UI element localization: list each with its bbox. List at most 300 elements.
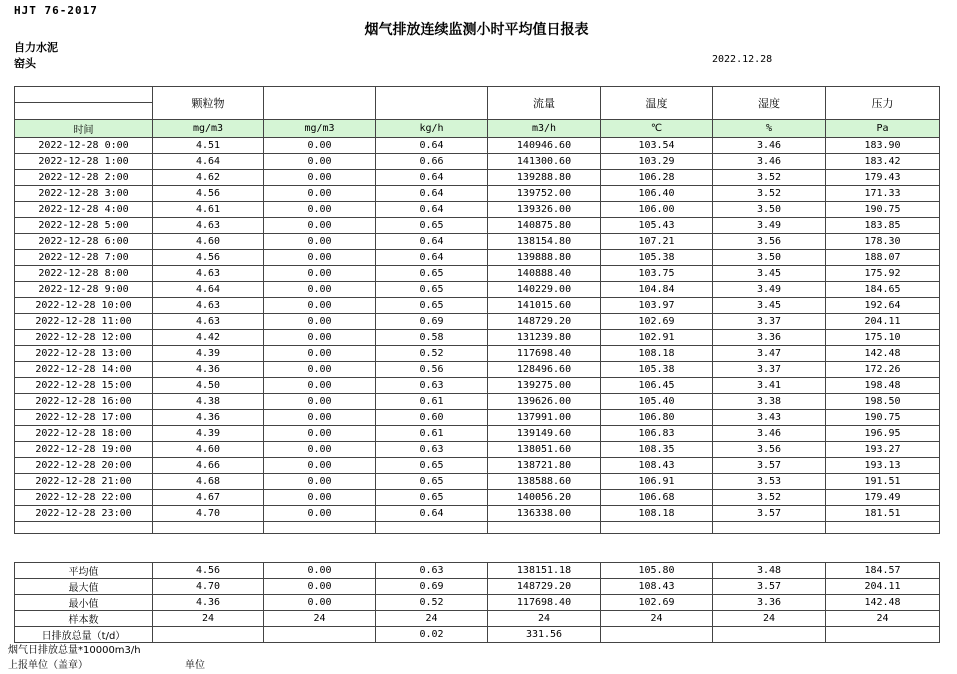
table-row bbox=[15, 138, 940, 154]
value-cell: 0.00 bbox=[264, 426, 376, 442]
value-cell: 4.68 bbox=[153, 474, 264, 490]
value-cell: 108.18 bbox=[601, 506, 713, 522]
time-cell: 2022-12-28 3:00 bbox=[15, 186, 153, 202]
value-cell: 0.64 bbox=[376, 234, 488, 250]
value-cell: 106.00 bbox=[601, 202, 713, 218]
summary-row bbox=[15, 611, 940, 627]
value-cell: 139275.00 bbox=[488, 378, 601, 394]
value-cell: 0.60 bbox=[376, 410, 488, 426]
value-cell: 0.65 bbox=[376, 458, 488, 474]
value-cell: 3.52 bbox=[713, 170, 826, 186]
table-row bbox=[15, 330, 940, 346]
summary-value-cell: 184.57 bbox=[826, 563, 940, 579]
value-cell: 139288.80 bbox=[488, 170, 601, 186]
value-cell: 0.00 bbox=[264, 378, 376, 394]
value-cell: 141300.60 bbox=[488, 154, 601, 170]
value-cell: 4.38 bbox=[153, 394, 264, 410]
value-cell: 103.97 bbox=[601, 298, 713, 314]
value-cell: 0.00 bbox=[264, 346, 376, 362]
table-row bbox=[15, 378, 940, 394]
pollutant-header: 颗粒物 bbox=[153, 87, 264, 120]
summary-value-cell: 3.48 bbox=[713, 563, 826, 579]
value-cell: 3.46 bbox=[713, 138, 826, 154]
value-cell: 139888.80 bbox=[488, 250, 601, 266]
time-group-header bbox=[15, 87, 153, 120]
unit-cell: kg/h bbox=[376, 120, 488, 138]
value-cell: 138051.60 bbox=[488, 442, 601, 458]
value-cell: 0.00 bbox=[264, 154, 376, 170]
value-cell: 4.51 bbox=[153, 138, 264, 154]
value-cell: 139626.00 bbox=[488, 394, 601, 410]
summary-value-cell: 24 bbox=[601, 611, 713, 627]
summary-value-cell: 117698.40 bbox=[488, 595, 601, 611]
time-cell: 2022-12-28 23:00 bbox=[15, 506, 153, 522]
unit-row bbox=[15, 120, 940, 138]
value-cell: 183.85 bbox=[826, 218, 940, 234]
pressure-header: 压力 bbox=[826, 87, 940, 120]
unit-cell: % bbox=[713, 120, 826, 138]
table-row bbox=[15, 490, 940, 506]
value-cell: 0.64 bbox=[376, 138, 488, 154]
value-cell: 4.70 bbox=[153, 506, 264, 522]
value-cell: 3.57 bbox=[713, 458, 826, 474]
value-cell: 4.66 bbox=[153, 458, 264, 474]
summary-value-cell: 24 bbox=[264, 611, 376, 627]
value-cell: 192.64 bbox=[826, 298, 940, 314]
summary-value-cell bbox=[713, 627, 826, 643]
value-cell: 198.48 bbox=[826, 378, 940, 394]
value-cell: 0.00 bbox=[264, 458, 376, 474]
value-cell: 191.51 bbox=[826, 474, 940, 490]
time-cell: 2022-12-28 13:00 bbox=[15, 346, 153, 362]
value-cell: 4.63 bbox=[153, 218, 264, 234]
unit-cell: m3/h bbox=[488, 120, 601, 138]
empty-cell bbox=[15, 522, 153, 534]
value-cell: 136338.00 bbox=[488, 506, 601, 522]
summary-value-cell: 24 bbox=[713, 611, 826, 627]
value-cell: 139326.00 bbox=[488, 202, 601, 218]
table-row bbox=[15, 506, 940, 522]
value-cell: 183.42 bbox=[826, 154, 940, 170]
value-cell: 0.00 bbox=[264, 410, 376, 426]
value-cell: 4.61 bbox=[153, 202, 264, 218]
table-row bbox=[15, 314, 940, 330]
value-cell: 3.45 bbox=[713, 298, 826, 314]
value-cell: 179.43 bbox=[826, 170, 940, 186]
table-row bbox=[15, 170, 940, 186]
pollutant-header bbox=[376, 87, 488, 120]
value-cell: 3.49 bbox=[713, 218, 826, 234]
value-cell: 3.38 bbox=[713, 394, 826, 410]
value-cell: 181.51 bbox=[826, 506, 940, 522]
value-cell: 142.48 bbox=[826, 346, 940, 362]
value-cell: 3.49 bbox=[713, 282, 826, 298]
monitoring-point: 窑头 bbox=[14, 57, 36, 70]
table-row bbox=[15, 266, 940, 282]
value-cell: 105.43 bbox=[601, 218, 713, 234]
empty-row bbox=[15, 522, 940, 534]
time-cell: 2022-12-28 15:00 bbox=[15, 378, 153, 394]
value-cell: 3.47 bbox=[713, 346, 826, 362]
value-cell: 0.00 bbox=[264, 170, 376, 186]
value-cell: 3.50 bbox=[713, 202, 826, 218]
standard-code: HJT 76-2017 bbox=[14, 4, 98, 17]
summary-row bbox=[15, 579, 940, 595]
value-cell: 198.50 bbox=[826, 394, 940, 410]
summary-value-cell bbox=[826, 627, 940, 643]
time-cell: 2022-12-28 22:00 bbox=[15, 490, 153, 506]
value-cell: 139149.60 bbox=[488, 426, 601, 442]
value-cell: 141015.60 bbox=[488, 298, 601, 314]
summary-value-cell: 24 bbox=[826, 611, 940, 627]
value-cell: 0.61 bbox=[376, 394, 488, 410]
summary-value-cell: 24 bbox=[376, 611, 488, 627]
value-cell: 0.64 bbox=[376, 250, 488, 266]
summary-value-cell: 4.70 bbox=[153, 579, 264, 595]
value-cell: 106.80 bbox=[601, 410, 713, 426]
value-cell: 102.69 bbox=[601, 314, 713, 330]
value-cell: 193.27 bbox=[826, 442, 940, 458]
time-cell: 2022-12-28 18:00 bbox=[15, 426, 153, 442]
empty-cell bbox=[601, 522, 713, 534]
value-cell: 4.36 bbox=[153, 362, 264, 378]
value-cell: 0.64 bbox=[376, 506, 488, 522]
total-emission-note: 烟气日排放总量*10000m3/h bbox=[8, 645, 141, 656]
value-cell: 183.90 bbox=[826, 138, 940, 154]
summary-value-cell: 0.69 bbox=[376, 579, 488, 595]
value-cell: 3.37 bbox=[713, 362, 826, 378]
value-cell: 117698.40 bbox=[488, 346, 601, 362]
value-cell: 138721.80 bbox=[488, 458, 601, 474]
value-cell: 4.39 bbox=[153, 426, 264, 442]
humidity-header: 湿度 bbox=[713, 87, 826, 120]
value-cell: 4.60 bbox=[153, 234, 264, 250]
value-cell: 190.75 bbox=[826, 410, 940, 426]
value-cell: 103.75 bbox=[601, 266, 713, 282]
summary-value-cell: 142.48 bbox=[826, 595, 940, 611]
value-cell: 4.63 bbox=[153, 314, 264, 330]
value-cell: 103.54 bbox=[601, 138, 713, 154]
time-cell: 2022-12-28 9:00 bbox=[15, 282, 153, 298]
value-cell: 190.75 bbox=[826, 202, 940, 218]
value-cell: 3.53 bbox=[713, 474, 826, 490]
value-cell: 0.63 bbox=[376, 378, 488, 394]
time-cell: 2022-12-28 5:00 bbox=[15, 218, 153, 234]
table-row bbox=[15, 362, 940, 378]
value-cell: 128496.60 bbox=[488, 362, 601, 378]
table-row bbox=[15, 250, 940, 266]
value-cell: 4.50 bbox=[153, 378, 264, 394]
value-cell: 108.18 bbox=[601, 346, 713, 362]
summary-label-cell: 最大值 bbox=[15, 579, 153, 595]
summary-value-cell: 3.57 bbox=[713, 579, 826, 595]
value-cell: 4.63 bbox=[153, 298, 264, 314]
value-cell: 138588.60 bbox=[488, 474, 601, 490]
summary-value-cell: 105.80 bbox=[601, 563, 713, 579]
value-cell: 0.52 bbox=[376, 346, 488, 362]
empty-cell bbox=[713, 522, 826, 534]
summary-label-cell: 样本数 bbox=[15, 611, 153, 627]
value-cell: 4.67 bbox=[153, 490, 264, 506]
value-cell: 3.46 bbox=[713, 426, 826, 442]
table-row bbox=[15, 234, 940, 250]
value-cell: 0.00 bbox=[264, 250, 376, 266]
value-cell: 0.00 bbox=[264, 394, 376, 410]
value-cell: 3.41 bbox=[713, 378, 826, 394]
value-cell: 3.37 bbox=[713, 314, 826, 330]
value-cell: 188.07 bbox=[826, 250, 940, 266]
value-cell: 4.56 bbox=[153, 186, 264, 202]
value-cell: 4.60 bbox=[153, 442, 264, 458]
table-row bbox=[15, 442, 940, 458]
value-cell: 140946.60 bbox=[488, 138, 601, 154]
table-row bbox=[15, 394, 940, 410]
value-cell: 3.57 bbox=[713, 506, 826, 522]
summary-value-cell: 148729.20 bbox=[488, 579, 601, 595]
summary-value-cell bbox=[601, 627, 713, 643]
value-cell: 4.39 bbox=[153, 346, 264, 362]
value-cell: 0.65 bbox=[376, 218, 488, 234]
time-cell: 2022-12-28 12:00 bbox=[15, 330, 153, 346]
value-cell: 0.58 bbox=[376, 330, 488, 346]
value-cell: 140229.00 bbox=[488, 282, 601, 298]
value-cell: 107.21 bbox=[601, 234, 713, 250]
value-cell: 4.56 bbox=[153, 250, 264, 266]
value-cell: 4.62 bbox=[153, 170, 264, 186]
time-cell: 2022-12-28 8:00 bbox=[15, 266, 153, 282]
summary-value-cell: 4.36 bbox=[153, 595, 264, 611]
summary-value-cell: 0.00 bbox=[264, 595, 376, 611]
value-cell: 0.00 bbox=[264, 218, 376, 234]
value-cell: 106.28 bbox=[601, 170, 713, 186]
value-cell: 3.56 bbox=[713, 234, 826, 250]
value-cell: 4.64 bbox=[153, 154, 264, 170]
table-row bbox=[15, 458, 940, 474]
hourly-data-table bbox=[14, 86, 940, 534]
summary-label-cell: 最小值 bbox=[15, 595, 153, 611]
summary-table bbox=[14, 562, 940, 643]
summary-value-cell: 138151.18 bbox=[488, 563, 601, 579]
value-cell: 0.56 bbox=[376, 362, 488, 378]
value-cell: 3.52 bbox=[713, 186, 826, 202]
flow-header: 流量 bbox=[488, 87, 601, 120]
value-cell: 0.69 bbox=[376, 314, 488, 330]
value-cell: 3.45 bbox=[713, 266, 826, 282]
pollutant-header bbox=[264, 87, 376, 120]
summary-row bbox=[15, 627, 940, 643]
value-cell: 108.35 bbox=[601, 442, 713, 458]
table-row bbox=[15, 298, 940, 314]
value-cell: 0.66 bbox=[376, 154, 488, 170]
time-header-upper-cell bbox=[15, 87, 152, 103]
value-cell: 204.11 bbox=[826, 314, 940, 330]
value-cell: 0.00 bbox=[264, 202, 376, 218]
summary-row bbox=[15, 563, 940, 579]
summary-value-cell: 0.02 bbox=[376, 627, 488, 643]
value-cell: 0.00 bbox=[264, 314, 376, 330]
empty-cell bbox=[153, 522, 264, 534]
report-date: 2022.12.28 bbox=[712, 54, 773, 65]
value-cell: 196.95 bbox=[826, 426, 940, 442]
summary-value-cell bbox=[153, 627, 264, 643]
time-cell: 2022-12-28 4:00 bbox=[15, 202, 153, 218]
value-cell: 3.46 bbox=[713, 154, 826, 170]
value-cell: 105.38 bbox=[601, 250, 713, 266]
group-header-row bbox=[15, 87, 940, 120]
value-cell: 4.64 bbox=[153, 282, 264, 298]
value-cell: 106.40 bbox=[601, 186, 713, 202]
value-cell: 106.68 bbox=[601, 490, 713, 506]
value-cell: 171.33 bbox=[826, 186, 940, 202]
empty-cell bbox=[488, 522, 601, 534]
value-cell: 179.49 bbox=[826, 490, 940, 506]
page-title: 烟气排放连续监测小时平均值日报表 bbox=[364, 22, 589, 38]
summary-value-cell: 204.11 bbox=[826, 579, 940, 595]
summary-row bbox=[15, 595, 940, 611]
value-cell: 137991.00 bbox=[488, 410, 601, 426]
table-row bbox=[15, 202, 940, 218]
value-cell: 0.63 bbox=[376, 442, 488, 458]
summary-value-cell: 4.56 bbox=[153, 563, 264, 579]
value-cell: 106.91 bbox=[601, 474, 713, 490]
company-name: 自力水泥 bbox=[14, 41, 58, 54]
value-cell: 0.64 bbox=[376, 170, 488, 186]
unit-label: 单位 bbox=[185, 660, 205, 671]
summary-value-cell: 3.36 bbox=[713, 595, 826, 611]
summary-label-cell: 平均值 bbox=[15, 563, 153, 579]
temperature-header: 温度 bbox=[601, 87, 713, 120]
value-cell: 0.00 bbox=[264, 474, 376, 490]
value-cell: 0.00 bbox=[264, 138, 376, 154]
value-cell: 3.50 bbox=[713, 250, 826, 266]
value-cell: 140875.80 bbox=[488, 218, 601, 234]
value-cell: 0.00 bbox=[264, 266, 376, 282]
value-cell: 0.00 bbox=[264, 234, 376, 250]
table-row bbox=[15, 410, 940, 426]
hourly-data-tbody bbox=[15, 138, 940, 534]
summary-value-cell: 0.00 bbox=[264, 563, 376, 579]
summary-value-cell: 24 bbox=[153, 611, 264, 627]
value-cell: 0.65 bbox=[376, 474, 488, 490]
value-cell: 0.65 bbox=[376, 298, 488, 314]
value-cell: 140056.20 bbox=[488, 490, 601, 506]
summary-value-cell: 108.43 bbox=[601, 579, 713, 595]
value-cell: 104.84 bbox=[601, 282, 713, 298]
value-cell: 0.00 bbox=[264, 298, 376, 314]
value-cell: 3.56 bbox=[713, 442, 826, 458]
table-row bbox=[15, 186, 940, 202]
summary-value-cell bbox=[264, 627, 376, 643]
value-cell: 184.65 bbox=[826, 282, 940, 298]
time-cell: 2022-12-28 10:00 bbox=[15, 298, 153, 314]
time-cell: 2022-12-28 6:00 bbox=[15, 234, 153, 250]
summary-value-cell: 24 bbox=[488, 611, 601, 627]
time-cell: 2022-12-28 7:00 bbox=[15, 250, 153, 266]
value-cell: 0.65 bbox=[376, 490, 488, 506]
value-cell: 193.13 bbox=[826, 458, 940, 474]
unit-cell: ℃ bbox=[601, 120, 713, 138]
value-cell: 0.00 bbox=[264, 442, 376, 458]
value-cell: 4.36 bbox=[153, 410, 264, 426]
value-cell: 0.65 bbox=[376, 282, 488, 298]
value-cell: 4.63 bbox=[153, 266, 264, 282]
value-cell: 0.64 bbox=[376, 202, 488, 218]
time-cell: 2022-12-28 21:00 bbox=[15, 474, 153, 490]
value-cell: 0.00 bbox=[264, 490, 376, 506]
summary-value-cell: 0.00 bbox=[264, 579, 376, 595]
value-cell: 102.91 bbox=[601, 330, 713, 346]
value-cell: 103.29 bbox=[601, 154, 713, 170]
time-cell: 2022-12-28 17:00 bbox=[15, 410, 153, 426]
value-cell: 3.36 bbox=[713, 330, 826, 346]
empty-cell bbox=[376, 522, 488, 534]
value-cell: 108.43 bbox=[601, 458, 713, 474]
time-cell: 2022-12-28 2:00 bbox=[15, 170, 153, 186]
value-cell: 3.52 bbox=[713, 490, 826, 506]
summary-value-cell: 0.63 bbox=[376, 563, 488, 579]
value-cell: 0.61 bbox=[376, 426, 488, 442]
table-row bbox=[15, 426, 940, 442]
value-cell: 138154.80 bbox=[488, 234, 601, 250]
table-row bbox=[15, 474, 940, 490]
value-cell: 172.26 bbox=[826, 362, 940, 378]
reporting-unit-label: 上报单位（盖章） bbox=[8, 660, 88, 671]
time-cell: 2022-12-28 0:00 bbox=[15, 138, 153, 154]
unit-cell: Pa bbox=[826, 120, 940, 138]
time-cell: 2022-12-28 14:00 bbox=[15, 362, 153, 378]
time-cell: 2022-12-28 16:00 bbox=[15, 394, 153, 410]
value-cell: 105.40 bbox=[601, 394, 713, 410]
value-cell: 0.00 bbox=[264, 362, 376, 378]
value-cell: 140888.40 bbox=[488, 266, 601, 282]
value-cell: 105.38 bbox=[601, 362, 713, 378]
time-label: 时间 bbox=[15, 120, 153, 138]
value-cell: 0.00 bbox=[264, 282, 376, 298]
time-cell: 2022-12-28 20:00 bbox=[15, 458, 153, 474]
unit-cell: mg/m3 bbox=[264, 120, 376, 138]
table-row bbox=[15, 218, 940, 234]
value-cell: 0.00 bbox=[264, 330, 376, 346]
empty-cell bbox=[264, 522, 376, 534]
summary-value-cell: 331.56 bbox=[488, 627, 601, 643]
value-cell: 131239.80 bbox=[488, 330, 601, 346]
summary-value-cell: 102.69 bbox=[601, 595, 713, 611]
value-cell: 148729.20 bbox=[488, 314, 601, 330]
value-cell: 0.00 bbox=[264, 506, 376, 522]
table-row bbox=[15, 154, 940, 170]
time-cell: 2022-12-28 1:00 bbox=[15, 154, 153, 170]
value-cell: 175.10 bbox=[826, 330, 940, 346]
value-cell: 0.00 bbox=[264, 186, 376, 202]
value-cell: 0.64 bbox=[376, 186, 488, 202]
value-cell: 0.65 bbox=[376, 266, 488, 282]
value-cell: 106.83 bbox=[601, 426, 713, 442]
time-cell: 2022-12-28 19:00 bbox=[15, 442, 153, 458]
value-cell: 106.45 bbox=[601, 378, 713, 394]
table-row bbox=[15, 282, 940, 298]
time-header-lower-cell bbox=[15, 103, 152, 119]
value-cell: 3.43 bbox=[713, 410, 826, 426]
unit-cell: mg/m3 bbox=[153, 120, 264, 138]
time-cell: 2022-12-28 11:00 bbox=[15, 314, 153, 330]
value-cell: 175.92 bbox=[826, 266, 940, 282]
empty-cell bbox=[826, 522, 940, 534]
summary-label-cell: 日排放总量（t/d） bbox=[15, 627, 153, 643]
summary-tbody bbox=[15, 563, 940, 643]
table-row bbox=[15, 346, 940, 362]
value-cell: 139752.00 bbox=[488, 186, 601, 202]
value-cell: 4.42 bbox=[153, 330, 264, 346]
